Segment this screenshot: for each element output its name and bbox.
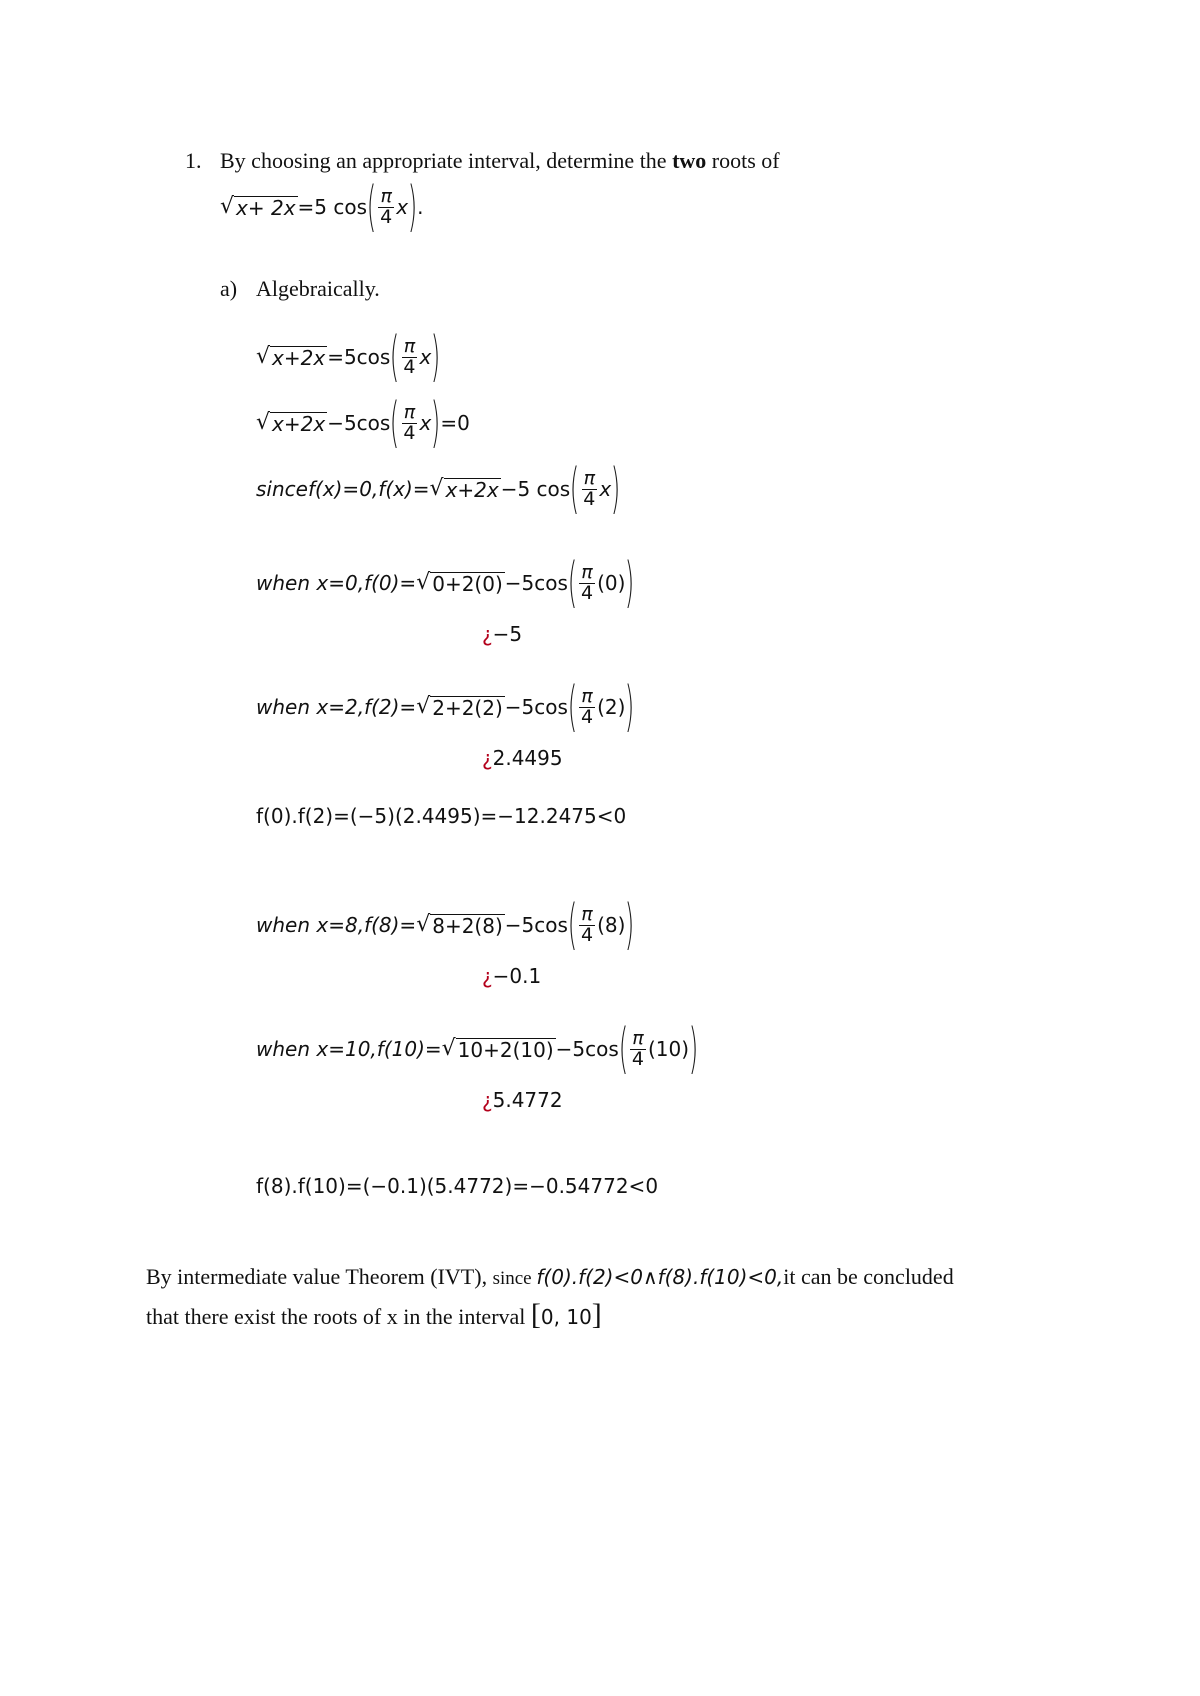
evaluation-x2: when x=2,f(2)= √ 2+2(2) −5cos ( $\frac{\pi}{4}$ (2) ) bbox=[256, 675, 635, 738]
result-x8: ¿−0.1 bbox=[482, 964, 542, 988]
product-1: f(0).f(2)=(−5)(2.4495)=−12.2475<0 bbox=[256, 804, 627, 828]
equation-3: since f(x)=0,f(x)= √ x+2x −5 cos ( $\frac{\pi}{4}$ x ) bbox=[256, 457, 621, 520]
result-x2: ¿2.4495 bbox=[482, 746, 563, 770]
fraction: $\frac{\pi}{4}$ bbox=[380, 184, 393, 228]
sqrt: √ x+ 2x bbox=[220, 194, 296, 220]
part-a-text: Algebraically. bbox=[256, 276, 380, 301]
question-text bbox=[220, 148, 780, 174]
result-x10: ¿5.4772 bbox=[482, 1088, 563, 1112]
conclusion-line-2: that there exist the roots of x in the interval [0, 10] bbox=[146, 1298, 602, 1331]
equation-2: √ x+2x −5cos ( $\frac{\pi}{4}$ x ) =0 bbox=[256, 391, 470, 454]
evaluation-x0: when x=0,f(0)= √ 0+2(0) −5cos ( $\frac{\pi}{4}$ (0) ) bbox=[256, 551, 635, 614]
part-a-label: a) bbox=[220, 276, 238, 301]
main-equation: √ x+ 2x =5 cos ( $\frac{\pi}{4}$ x ) . bbox=[220, 175, 424, 238]
product-2: f(8).f(10)=(−0.1)(5.4772)=−0.54772<0 bbox=[256, 1174, 659, 1198]
evaluation-x10: when x=10,f(10)= √ 10+2(10) −5cos ( $\frac{\pi}{4}$ (10) ) bbox=[256, 1017, 699, 1080]
evaluation-x8: when x=8,f(8)= √ 8+2(8) −5cos ( $\frac{\pi}{4}$ (8) ) bbox=[256, 893, 635, 956]
result-x0: ¿−5 bbox=[482, 622, 523, 646]
question-text-bold: two bbox=[672, 148, 707, 173]
conclusion-line-1: By intermediate value Theorem (IVT), since f(0).f(2)<0∧f(8).f(10)<0,it can be concluded bbox=[146, 1264, 954, 1289]
question-text-before: By choosing an appropriate interval, determine the bbox=[220, 148, 673, 173]
question-text-after: roots of bbox=[706, 148, 780, 173]
equation-1: √ x+2x =5cos ( $\frac{\pi}{4}$ x ) bbox=[256, 325, 441, 388]
question-number: 1. bbox=[185, 148, 202, 173]
